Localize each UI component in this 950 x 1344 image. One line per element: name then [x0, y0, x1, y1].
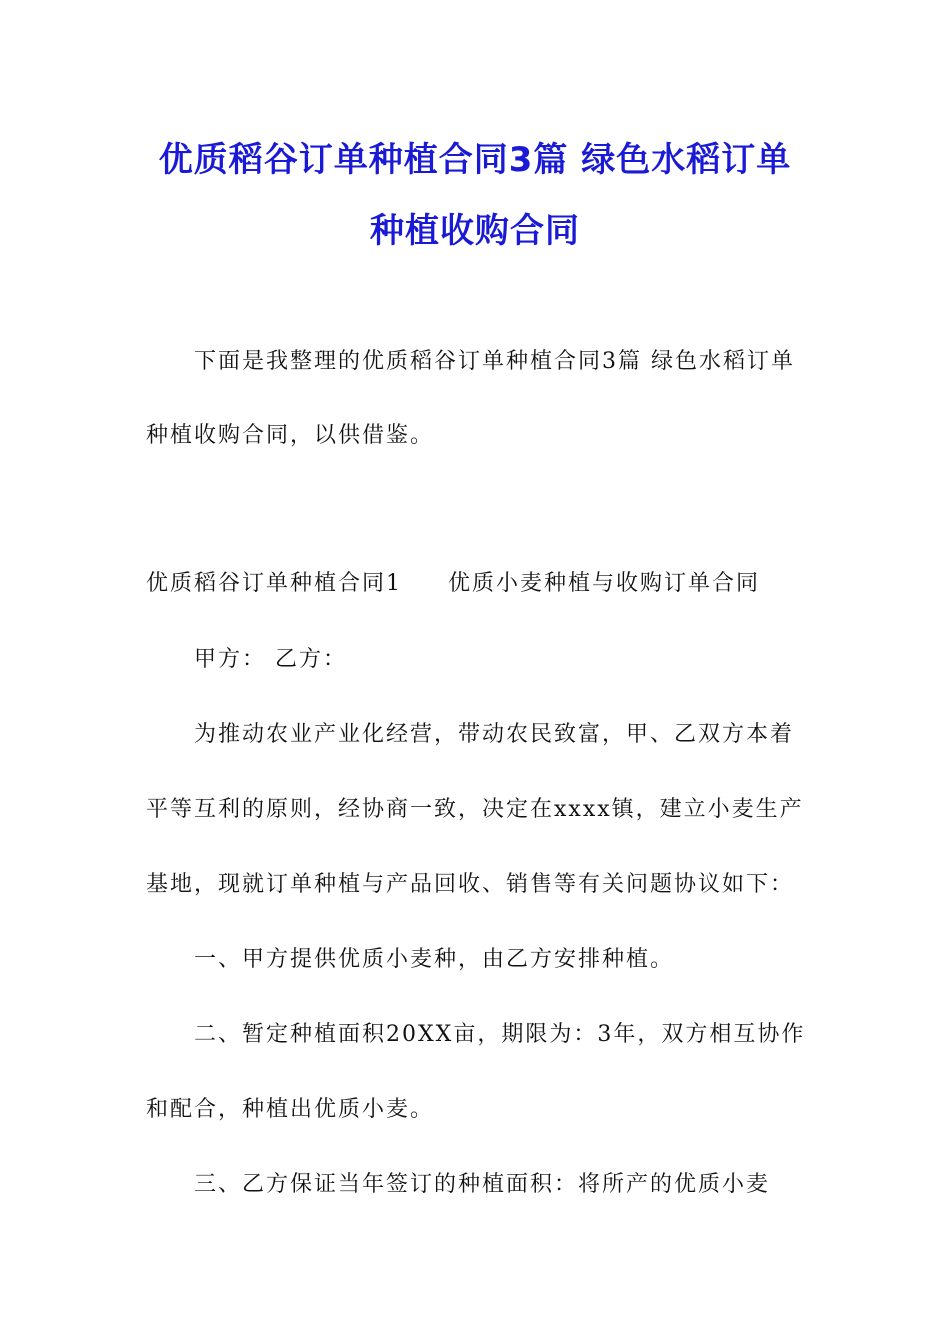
intro-line-1: 下面是我整理的优质稻谷订单种植合同3篇 绿色水稻订单 [194, 349, 795, 374]
document-title-line-2: 种植收购合同 [370, 211, 580, 251]
para1-line-1: 为推动农业产业化经营，带动农民致富，甲、乙双方本着 [194, 722, 795, 747]
para1-line-3: 基地，现就订单种植与产品回收、销售等有关问题协议如下： [146, 872, 795, 897]
para1-line-2: 平等互利的原则，经协商一致，决定在xxxx镇，建立小麦生产 [146, 797, 804, 822]
section-heading [146, 569, 760, 599]
parties-line: 甲方： 乙方： [194, 647, 347, 672]
intro-line-2: 种植收购合同，以供借鉴。 [146, 423, 435, 448]
item2-line-1: 二、暂定种植面积20XX亩，期限为：3年，双方相互协作 [194, 1022, 806, 1047]
item2-line-2: 和配合，种植出优质小麦。 [146, 1097, 435, 1122]
item1-line: 一、甲方提供优质小麦种，由乙方安排种植。 [194, 947, 675, 972]
section-heading-right: 优质小麦种植与收购订单合同 [448, 571, 761, 596]
item3-line-1: 三、乙方保证当年签订的种植面积：将所产的优质小麦 [194, 1172, 771, 1197]
section-heading-left: 优质稻谷订单种植合同1 [146, 571, 402, 596]
document-title-line-1: 优质稻谷订单种植合同3篇 绿色水稻订单 [158, 140, 792, 180]
